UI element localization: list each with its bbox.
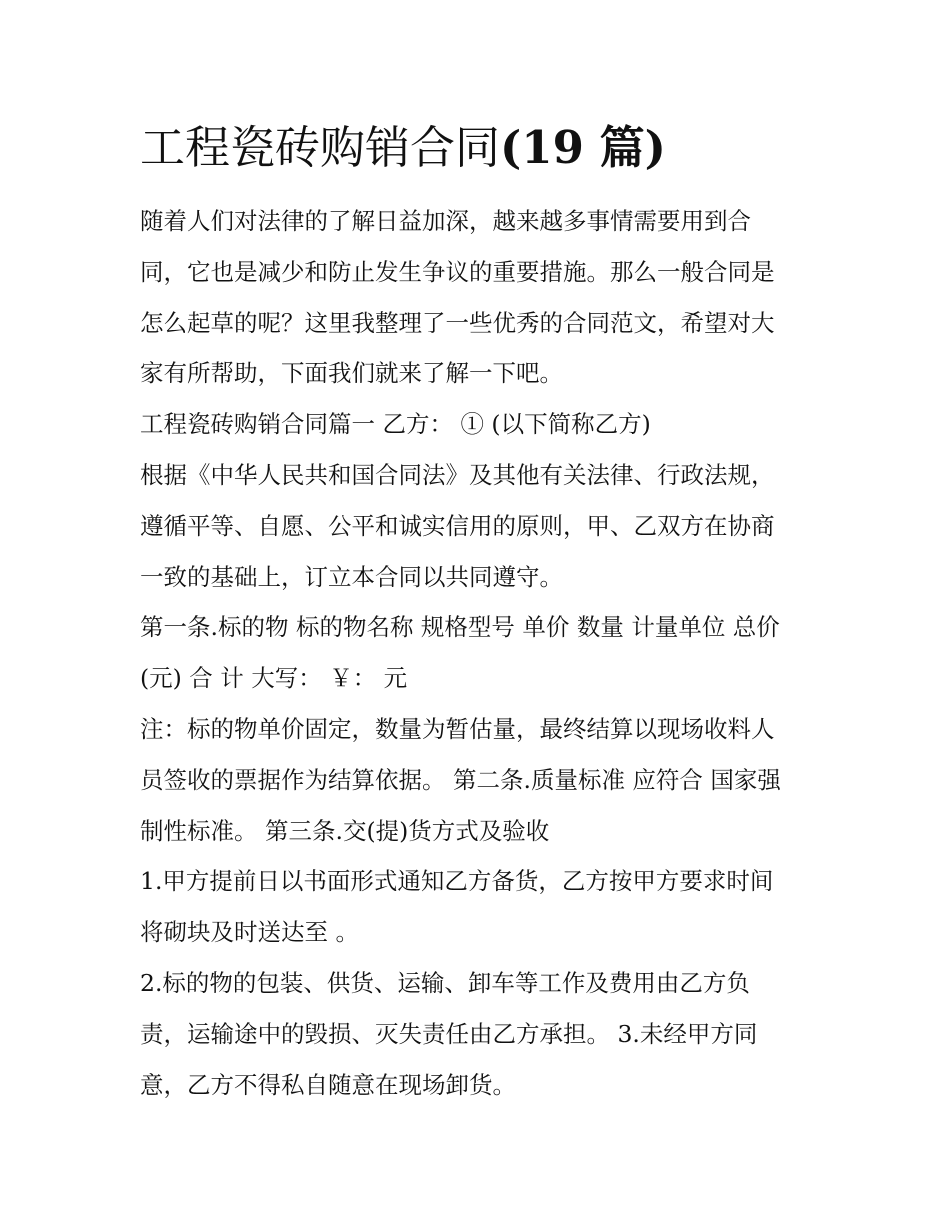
body-line: 根据《中华人民共和国合同法》及其他有关法律、行政法规， — [140, 460, 775, 489]
body-line: 制性标准。 第三条.交(提)货方式及验收 — [140, 816, 550, 845]
list-item-line: 将砌块及时送达至 。 — [140, 918, 359, 947]
body-line: 随着人们对法律的了解日益加深，越来越多事情需要用到合 — [140, 207, 751, 235]
list-item-line: 责，运输途中的毁损、灭失责任由乙方承担。 3.未经甲方同 — [140, 1019, 758, 1048]
body-line: 怎么起草的呢？这里我整理了一些优秀的合同范文，希望对大 — [140, 308, 775, 337]
document-page — [140, 112, 830, 1110]
body-line: 注：标的物单价固定，数量为暂估量，最终结算以现场收料人 — [140, 714, 775, 743]
list-item-line: 意，乙方不得私自随意在现场卸货。 — [140, 1070, 516, 1099]
section-heading-line: 工程瓷砖购销合同篇一 乙方： ① (以下简称乙方) — [140, 410, 651, 439]
body-line: 遵循平等、自愿、公平和诚实信用的原则，甲、乙双方在协商 — [140, 511, 775, 540]
list-item-line: 2.标的物的包装、供货、运输、卸车等工作及费用由乙方负 — [140, 968, 750, 997]
body-line: 一致的基础上，订立本合同以共同遵守。 — [140, 562, 563, 591]
title-suffix: (19 篇) — [500, 121, 666, 174]
body-line: 员签收的票据作为结算依据。 第二条.质量标准 应符合 国家强 — [140, 765, 781, 794]
list-item-line: 1.甲方提前日以书面形式通知乙方备货，乙方按甲方要求时间 — [140, 867, 774, 896]
article-line: 第一条.标的物 标的物名称 规格型号 单价 数量 计量单位 总价 — [140, 613, 780, 642]
title-main: 工程瓷砖购销合同 — [140, 121, 501, 174]
article-line: (元) 合 计 大写： ￥： 元 — [140, 664, 408, 693]
body-line: 同，它也是减少和防止发生争议的重要措施。那么一般合同是 — [140, 257, 775, 286]
body-line: 家有所帮助，下面我们就来了解一下吧。 — [140, 359, 563, 388]
page-title — [140, 112, 830, 184]
